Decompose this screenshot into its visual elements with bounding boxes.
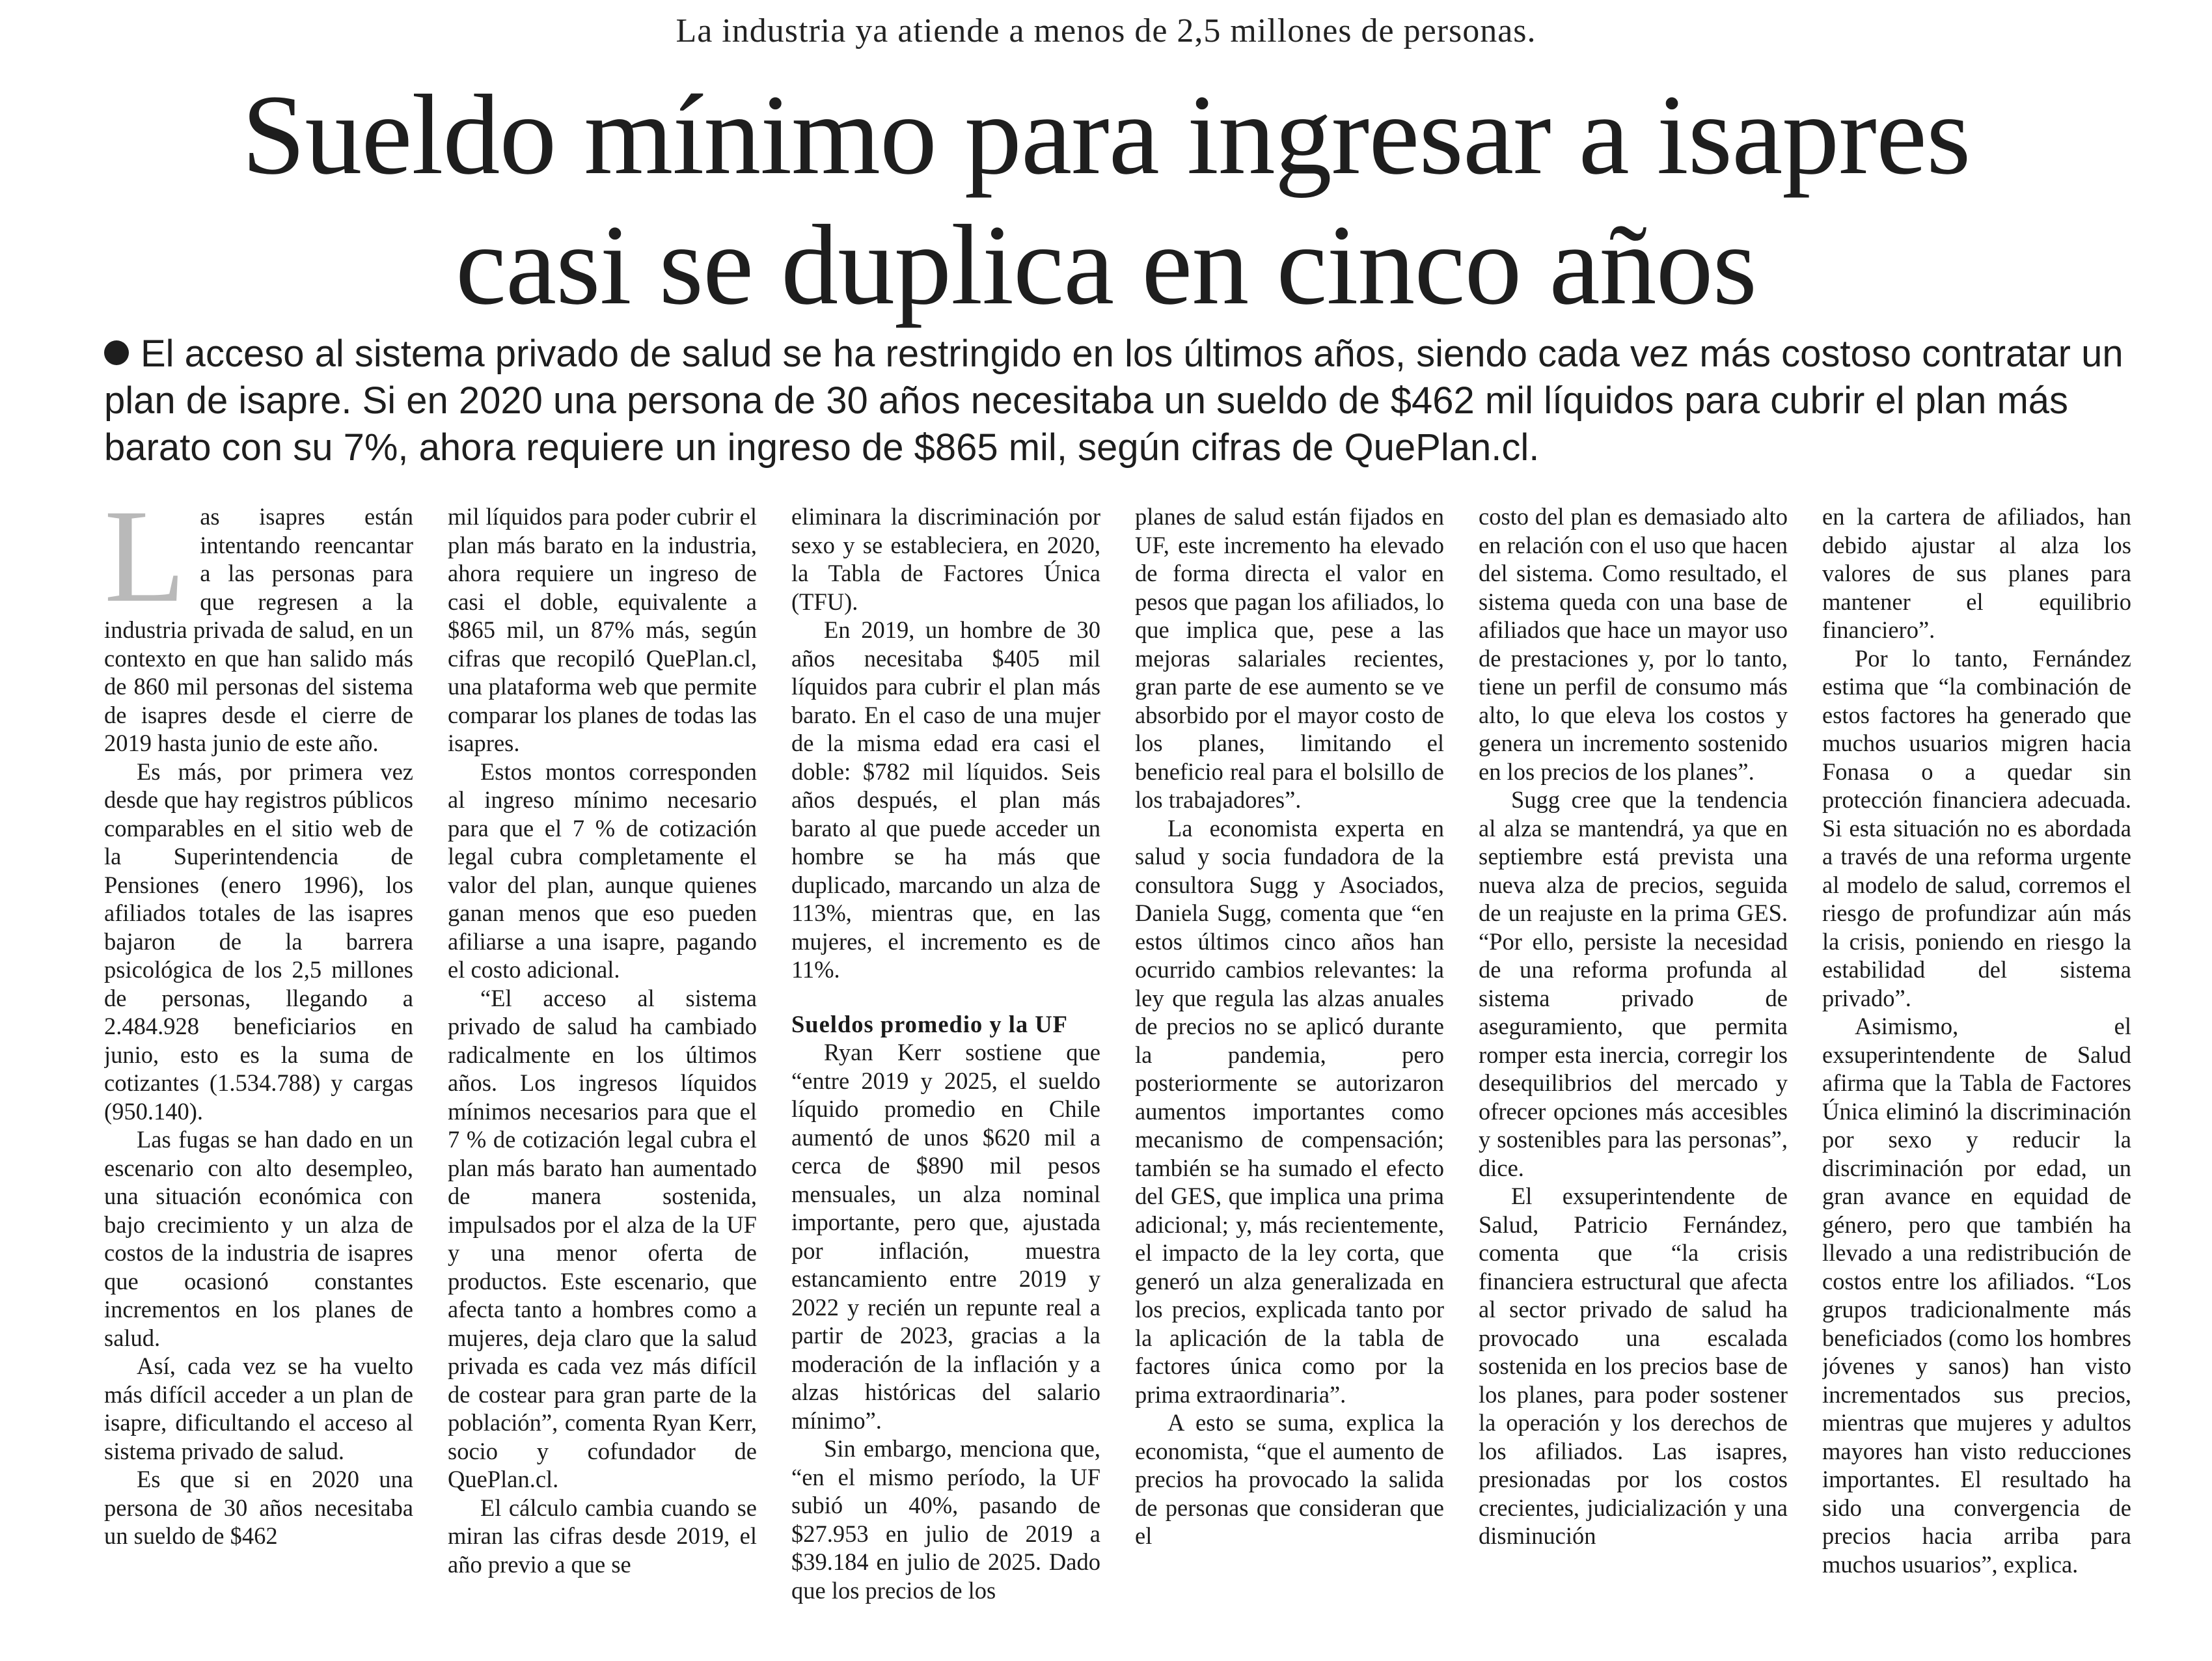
article-column-1	[104, 502, 413, 1648]
article-column-5	[1479, 502, 1788, 1648]
body-paragraph: Es que si en 2020 una persona de 30 años necesitaba un sueldo de $462	[104, 1466, 413, 1549]
headline-line-1: Sueldo mínimo para ingresar a isapres	[241, 72, 1971, 199]
body-paragraph: Es más, por primera vez desde que hay registros públicos comparables en el sitio web de la Superintendencia de Pensiones (enero 1996), los afiliados totales de las isapres bajaron de la barrera psicológica de los 2,5 millones de personas, llegando a 2.484.928 beneficiarios en junio, esto es la suma de cotizantes (1.534.788) y cargas (950.140).	[104, 758, 413, 1125]
article-column-4	[1135, 502, 1444, 1648]
body-paragraph: En 2019, un hombre de 30 años necesitaba $405 mil líquidos para cubrir el plan más barato. En el caso de una mujer de la misma edad era casi el doble: $782 mil líquidos. Seis años después, el plan más barato al que puede acceder un hombre se ha más que duplicado, marcando un alza de 113%, mientras que, en las mujeres, el incremento es de 11%.	[791, 616, 1100, 983]
kicker: La industria ya atiende a menos de 2,5 millones de personas.	[676, 12, 1536, 49]
body-paragraph: costo del plan es demasiado alto en relación con el uso que hacen del sistema. Como resultado, el sistema queda con una base de afiliados que hace un mayor uso de prestaciones y, por lo tanto, tiene un perfil de consumo más alto, lo que eleva los costos y genera un incremento sostenido en los precios de los planes”.	[1479, 503, 1788, 785]
body-paragraph: Así, cada vez se ha vuelto más difícil acceder a un plan de isapre, dificultando el acceso al sistema privado de salud.	[104, 1352, 413, 1464]
body-paragraph: Asimismo, el exsuperintendente de Salud afirma que la Tabla de Factores Única eliminó la discriminación por sexo y reducir la discriminación por edad, un gran avance en equidad de género, pero que también ha llevado a una redistribución de costos entre los afiliados. “Los grupos tradicionalmente más beneficiados (como los hombres jóvenes y sanos) han visto incrementados sus precios, mientras que mujeres y adultos mayores han visto reducciones importantes. El resultado ha sido una convergencia de precios hacia arriba para muchos usuarios”, explica.	[1822, 1013, 2131, 1578]
body-paragraph: Las fugas se han dado en un escenario con alto desempleo, una situación económica con bajo crecimiento y un alza de costos de la industria de isapres que ocasionó constantes incrementos en los planes de salud.	[104, 1126, 413, 1351]
body-paragraph: El cálculo cambia cuando se miran las cifras desde 2019, el año previo a que se	[448, 1494, 757, 1578]
article-column-2	[448, 502, 757, 1648]
bullet-icon	[104, 340, 129, 365]
body-paragraph: Estos montos corresponden al ingreso mínimo necesario para que el 7 % de cotización legal cubra completamente el valor del plan, aunque quienes ganan menos que eso pueden afiliarse a una isapre, pagando el costo adicional.	[448, 758, 757, 983]
section-subheading: Sueldos promedio y la UF	[791, 1010, 1068, 1037]
article-column-6	[1822, 502, 2131, 1648]
drop-cap: L	[104, 502, 186, 630]
body-paragraph: mil líquidos para poder cubrir el plan más barato en la industria, ahora requiere un ingreso de casi el doble, equivalente a $865 mil, un 87% más, según cifras que recopiló QuePlan.cl, una plataforma web que permite comparar los planes de todas las isapres.	[448, 503, 757, 756]
body-paragraph: El exsuperintendente de Salud, Patricio Fernández, comenta que “la crisis financiera estructural que afecta al sector privado de salud ha provocado una escalada sostenida en los precios base de los planes, para poder sostener la operación y los derechos de los afiliados. Las isapres, presionadas por los costos crecientes, judicialización y una disminución	[1479, 1183, 1788, 1549]
body-paragraph: eliminara la discriminación por sexo y se estableciera, en 2020, la Tabla de Factores Única (TFU).	[791, 503, 1100, 615]
body-paragraph: “El acceso al sistema privado de salud ha cambiado radicalmente en los últimos años. Los ingresos líquidos mínimos necesarios para que el 7 % de cotización legal cubra el plan más barato han aumentado de manera sostenida, impulsados por el alza de la UF y una menor oferta de productos. Este escenario, que afecta tanto a hombres como a mujeres, deja claro que la salud privada es cada vez más difícil de costear para gran parte de la población”, comenta Ryan Kerr, socio y cofundador de QuePlan.cl.	[448, 984, 757, 1492]
headline	[0, 70, 2212, 331]
article-column-3	[791, 502, 1100, 1648]
paragraph-text: as isapres están intentando reencantar a las personas para que regresen a la industria privada de salud, en un contexto en que han salido más de 860 mil personas del sistema de isapres desde el cierre de 2019 hasta junio de este año.	[104, 503, 413, 756]
headline-line-2: casi se duplica en cinco años	[455, 202, 1757, 329]
body-paragraph: La economista experta en salud y socia fundadora de la consultora Sugg y Asociados, Daniela Sugg, comenta que “en estos últimos cinco años han ocurrido cambios relevantes: la ley que regula las alzas anuales de precios no se aplicó durante la pandemia, pero posteriormente se autorizaron aumentos importantes como mecanismo de compensación; también se ha sumado el efecto del GES, que implica una prima adicional; y, más recientemente, el impacto de la ley corta, que generó un alza generalizada en los precios, explicada tanto por la aplicación de la tabla de factores única como por la prima extraordinaria”.	[1135, 814, 1444, 1408]
body-paragraph: Ryan Kerr sostiene que “entre 2019 y 2025, el sueldo líquido promedio en Chile aumentó de unos $620 mil a cerca de $890 mil pesos mensuales, un alza nominal importante, pero que, ajustada por inflación, muestra estancamiento entre 2019 y 2022 y recién un repunte real a partir de 2023, gracias a la moderación de la inflación y a alzas históricas del salario mínimo”.	[791, 1039, 1100, 1434]
lead-text: El acceso al sistema privado de salud se ha restringido en los últimos años, siendo cada vez más costoso contratar un plan de isapre. Si en 2020 una persona de 30 años necesitaba un sueldo de $462 mil líquidos para cubrir el plan más barato con su 7%, ahora requiere un ingreso de $865 mil, según cifras de QuePlan.cl.	[104, 333, 2123, 469]
lead-paragraph	[104, 331, 2135, 471]
body-paragraph: planes de salud están fijados en UF, este incremento ha elevado de forma directa el valor en pesos que pagan los afiliados, lo que implica que, pese a las mejoras salariales recientes, gran parte de ese aumento se ve absorbido por el mayor costo de los planes, limitando el beneficio real para el bolsillo de los trabajadores”.	[1135, 503, 1444, 813]
body-paragraph: en la cartera de afiliados, han debido ajustar al alza los valores de sus planes para mantener el equilibrio financiero”.	[1822, 503, 2131, 643]
body-paragraph: Sugg cree que la tendencia al alza se mantendrá, ya que en septiembre está prevista una nueva alza de precios, seguida de un reajuste en la prima GES. “Por ello, persiste la necesidad de una reforma profunda al sistema privado de aseguramiento, que permita romper esta inercia, corregir los desequilibrios del mercado y ofrecer opciones más accesibles y sostenibles para las personas”, dice.	[1479, 786, 1788, 1181]
body-paragraph: Por lo tanto, Fernández estima que “la combinación de estos factores ha generado que muchos usuarios migren hacia Fonasa o a quedar sin protección financiera adecuada. Si esta situación no es abordada a través de una reforma urgente al modelo de salud, corremos el riesgo de profundizar aún más la crisis, poniendo en riesgo la estabilidad del sistema privado”.	[1822, 644, 2131, 1011]
body-paragraph: Sin embargo, menciona que, “en el mismo período, la UF subió un 40%, pasando de $27.953 en julio de 2019 a $39.184 en julio de 2025. Dado que los precios de los	[791, 1435, 1100, 1604]
body-paragraph	[104, 502, 413, 758]
body-paragraph: A esto se suma, explica la economista, “que el aumento de precios ha provocado la salida de personas que consideran que el	[1135, 1409, 1444, 1549]
